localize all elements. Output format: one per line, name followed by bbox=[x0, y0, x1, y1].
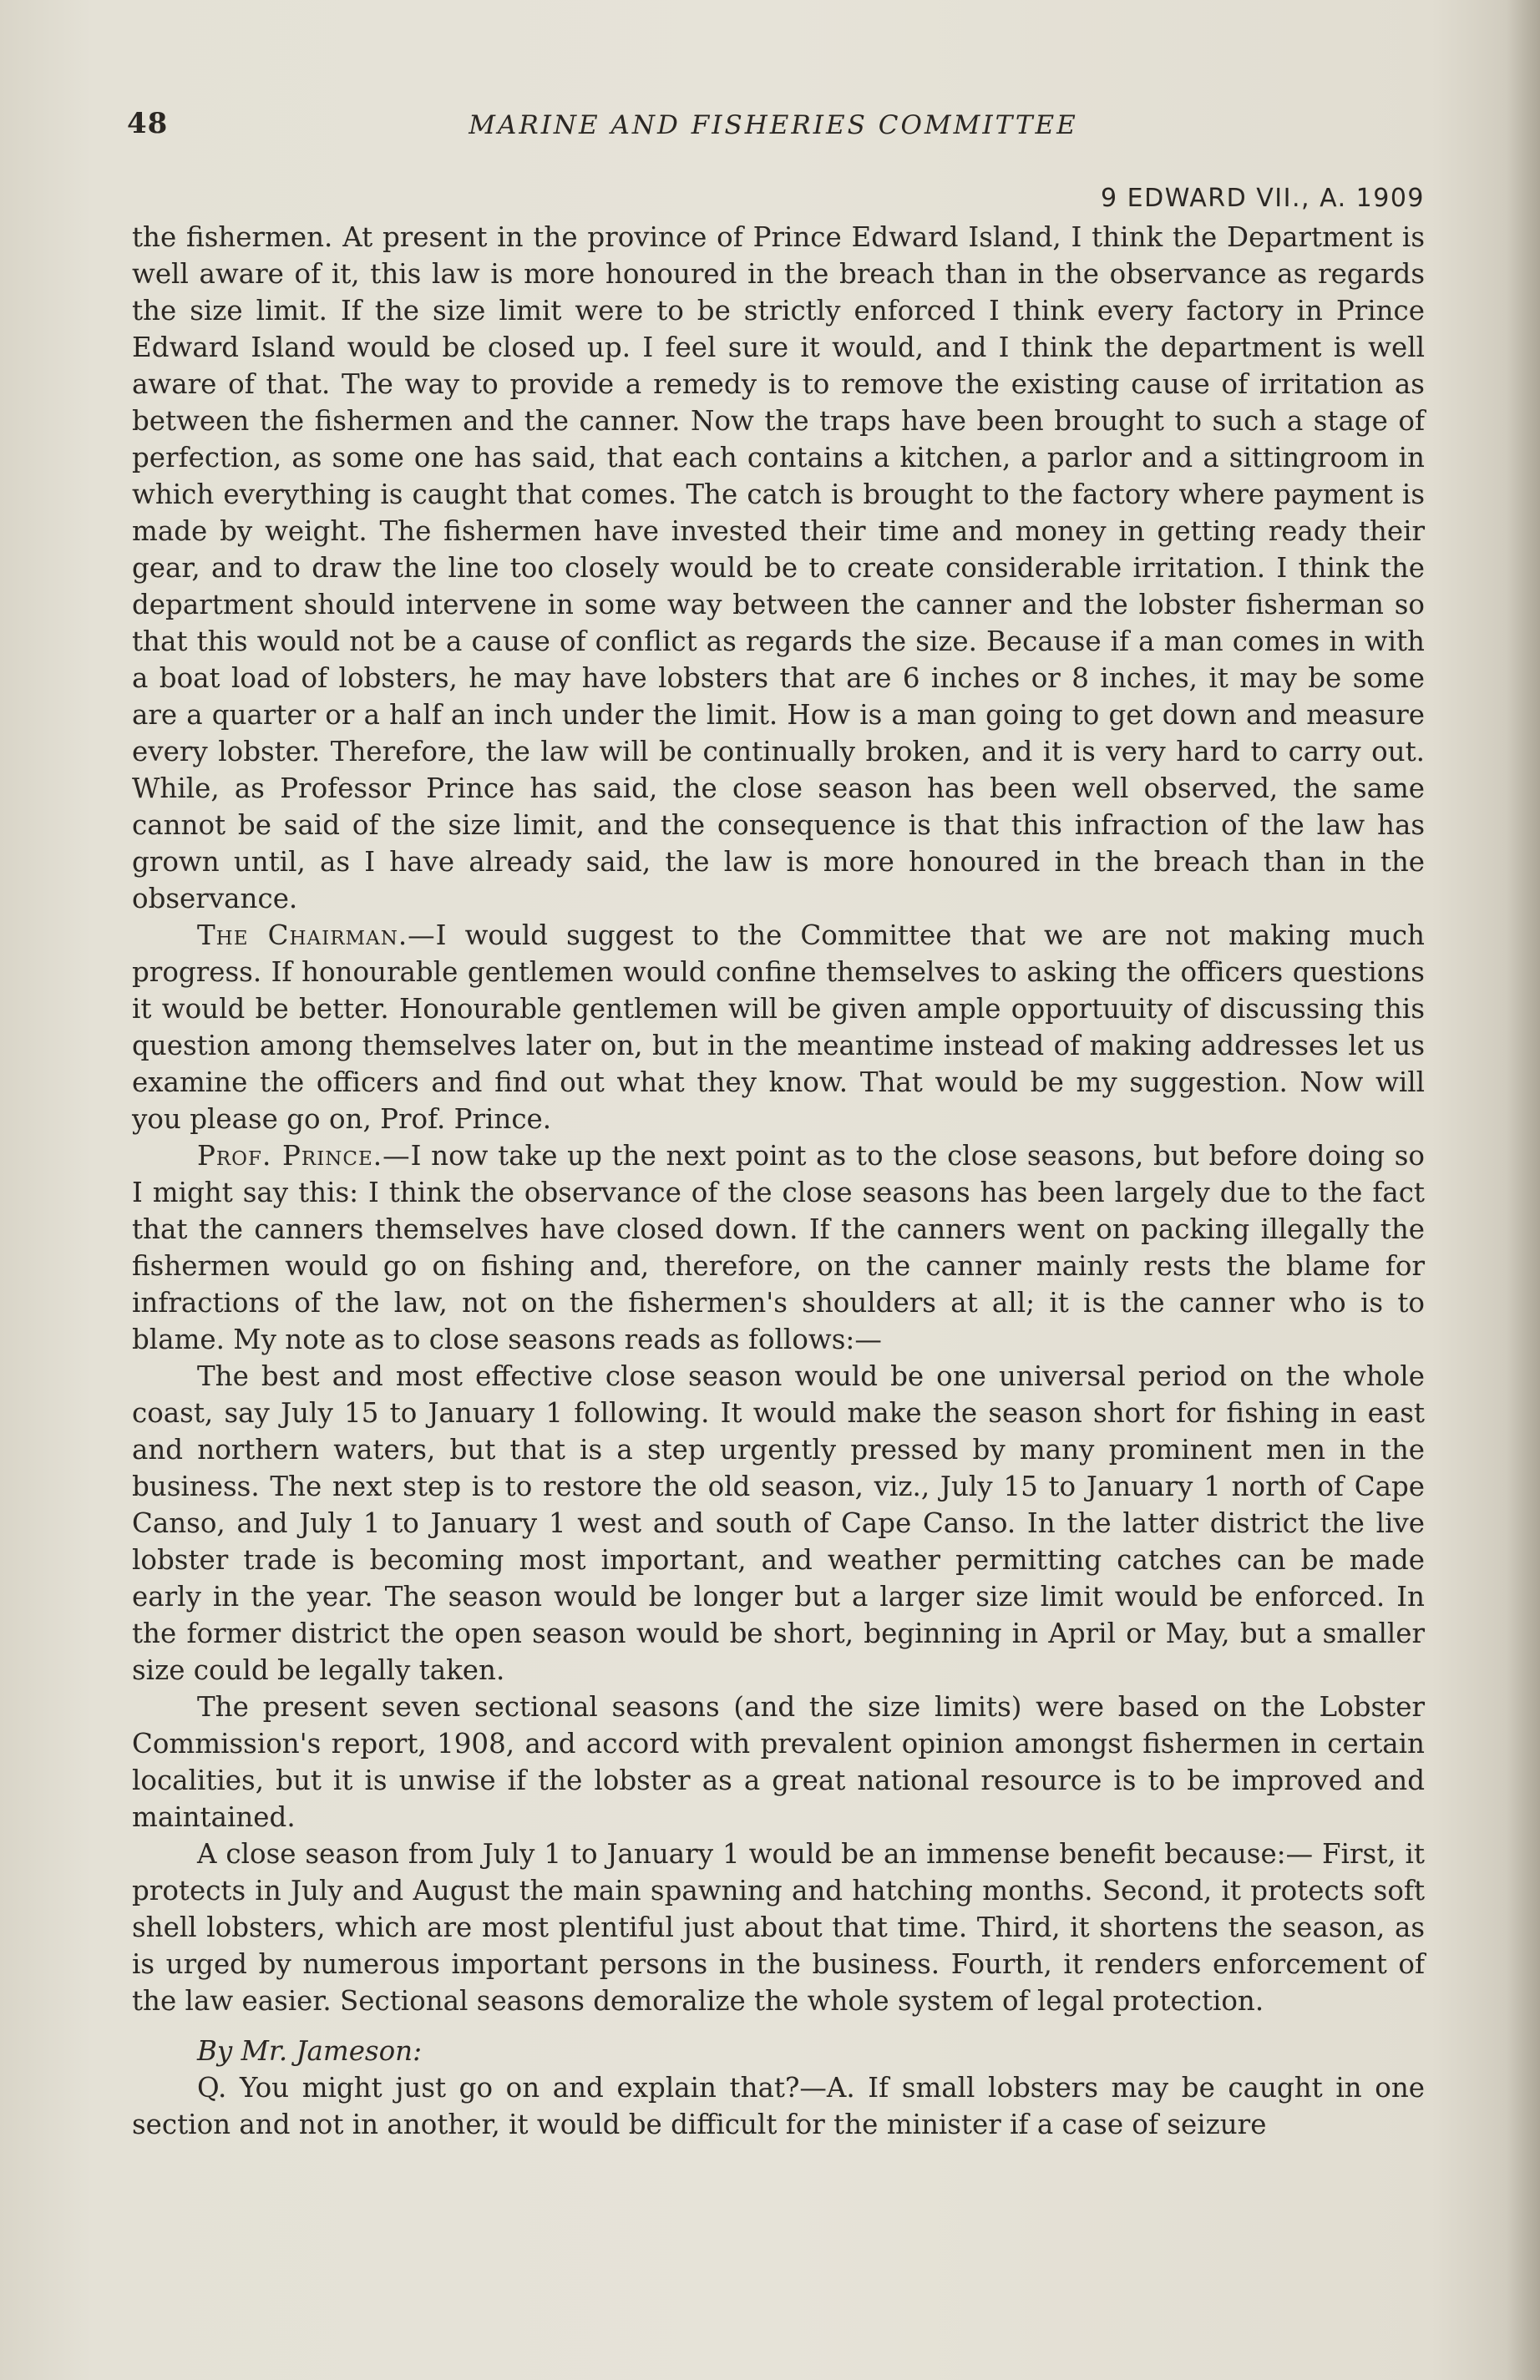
speaker-chairman: The Chairman.— bbox=[197, 919, 436, 951]
speaker-prince: Prof. Prince.— bbox=[197, 1140, 411, 1172]
paragraph-prince bbox=[132, 1137, 1425, 1358]
body-text bbox=[132, 219, 1425, 2143]
examiner-heading: By Mr. Jameson: bbox=[197, 2035, 423, 2067]
page-number: 48 bbox=[127, 107, 169, 140]
paragraph-benefits: A close season from July 1 to January 1 would be an immense benefit because:— First, it protects in July and August the main spawning and hatching months. Second, it protects soft shell lobsters, which are most plentiful just about that time. Third, it shortens the season, as is urged by numerous important persons in the business. Fourth, it renders enforcement of the law easier. Sectional seasons demoralize the whole system of legal protection. bbox=[132, 1838, 1425, 2017]
paragraph-sectional-seasons: The present seven sectional seasons (and the size limits) were based on the Lobster Commission's report, 1908, and accord with prevalent opinion amongst fishermen in certain localities, but it is unwise if the lobster as a great national resource is to be improved and maintained. bbox=[132, 1691, 1425, 1833]
page-edge-shadow bbox=[1507, 0, 1540, 2380]
paragraph-prince-text: I now take up the next point as to the close seasons, but before doing so I might say this: I think the observance of the close seasons has been largely due to the fact that the canners themselves have closed down. If the canners went on packing illegally the fishermen would go on fishing and, therefore, on the canner mainly rests the blame for infractions of the law, not on the fishermen's shoulders at all; it is the canner who is to blame. My note as to close seasons reads as follows:— bbox=[132, 1140, 1425, 1355]
running-head bbox=[127, 107, 1420, 157]
paragraph-chairman-text: I would suggest to the Committee that we are not making much progress. If honourable gentlemen would confine themselves to asking the officers questions it would be better. Honourable gentlemen will be given ample opportuuity of discussing this question among themselves later on, but in the meantime instead of making addresses let us examine the officers and find out what they know. That would be my suggestion. Now will you please go on, Prof. Prince. bbox=[132, 919, 1425, 1135]
paragraph-close-season: The best and most effective close season would be one universal period on the whole coast, say July 15 to January 1 following. It would make the season short for fishing in east and northern waters, but that is a step urgently pressed by many prominent men in the business. The next step is to restore the old season, viz., July 15 to January 1 north of Cape Canso, and July 1 to January 1 west and south of Cape Canso. In the latter district the live lobster trade is becoming most important, and weather permitting catches can be made early in the year. The season would be longer but a larger size limit would be enforced. In the former district the open season would be short, beginning in April or May, but a smaller size could be legally taken. bbox=[132, 1360, 1425, 1686]
session-label: 9 EDWARD VII., A. 1909 bbox=[1101, 184, 1425, 213]
paragraph-question: Q. You might just go on and explain that?—A. If small lobsters may be caught in one section and not in another, it would be difficult for the minister if a case of seizure bbox=[132, 2072, 1425, 2140]
running-title: MARINE AND FISHERIES COMMITTEE bbox=[469, 110, 1078, 140]
paragraph-continuation: the fishermen. At present in the province of Prince Edward Island, I think the Department is well aware of it, this law is more honoured in the breach than in the observance as regards the size limit. If the size limit were to be strictly enforced I think every factory in Prince Edward Island would be closed up. I feel sure it would, and I think the department is well aware of that. The way to provide a remedy is to remove the existing cause of irritation as between the fishermen and the canner. Now the traps have been brought to such a stage of perfection, as some one has said, that each contains a kitchen, a parlor and a sittingroom in which everything is caught that comes. The catch is brought to the factory where payment is made by weight. The fishermen have invested their time and money in getting ready their gear, and to draw the line too closely would be to create considerable irritation. I think the department should intervene in some way between the canner and the lobster fisherman so that this would not be a cause of conflict as regards the size. Because if a man comes in with a boat load of lobsters, he may have lobsters that are 6 inches or 8 inches, it may be some are a quarter or a half an inch under the limit. How is a man going to get down and measure every lobster. Therefore, the law will be continually broken, and it is very hard to carry out. While, as Professor Prince has said, the close season has been well observed, the same cannot be said of the size limit, and the consequence is that this infraction of the law has grown until, as I have already said, the law is more honoured in the breach than in the observance. bbox=[132, 221, 1425, 914]
paragraph-chairman bbox=[132, 917, 1425, 1137]
